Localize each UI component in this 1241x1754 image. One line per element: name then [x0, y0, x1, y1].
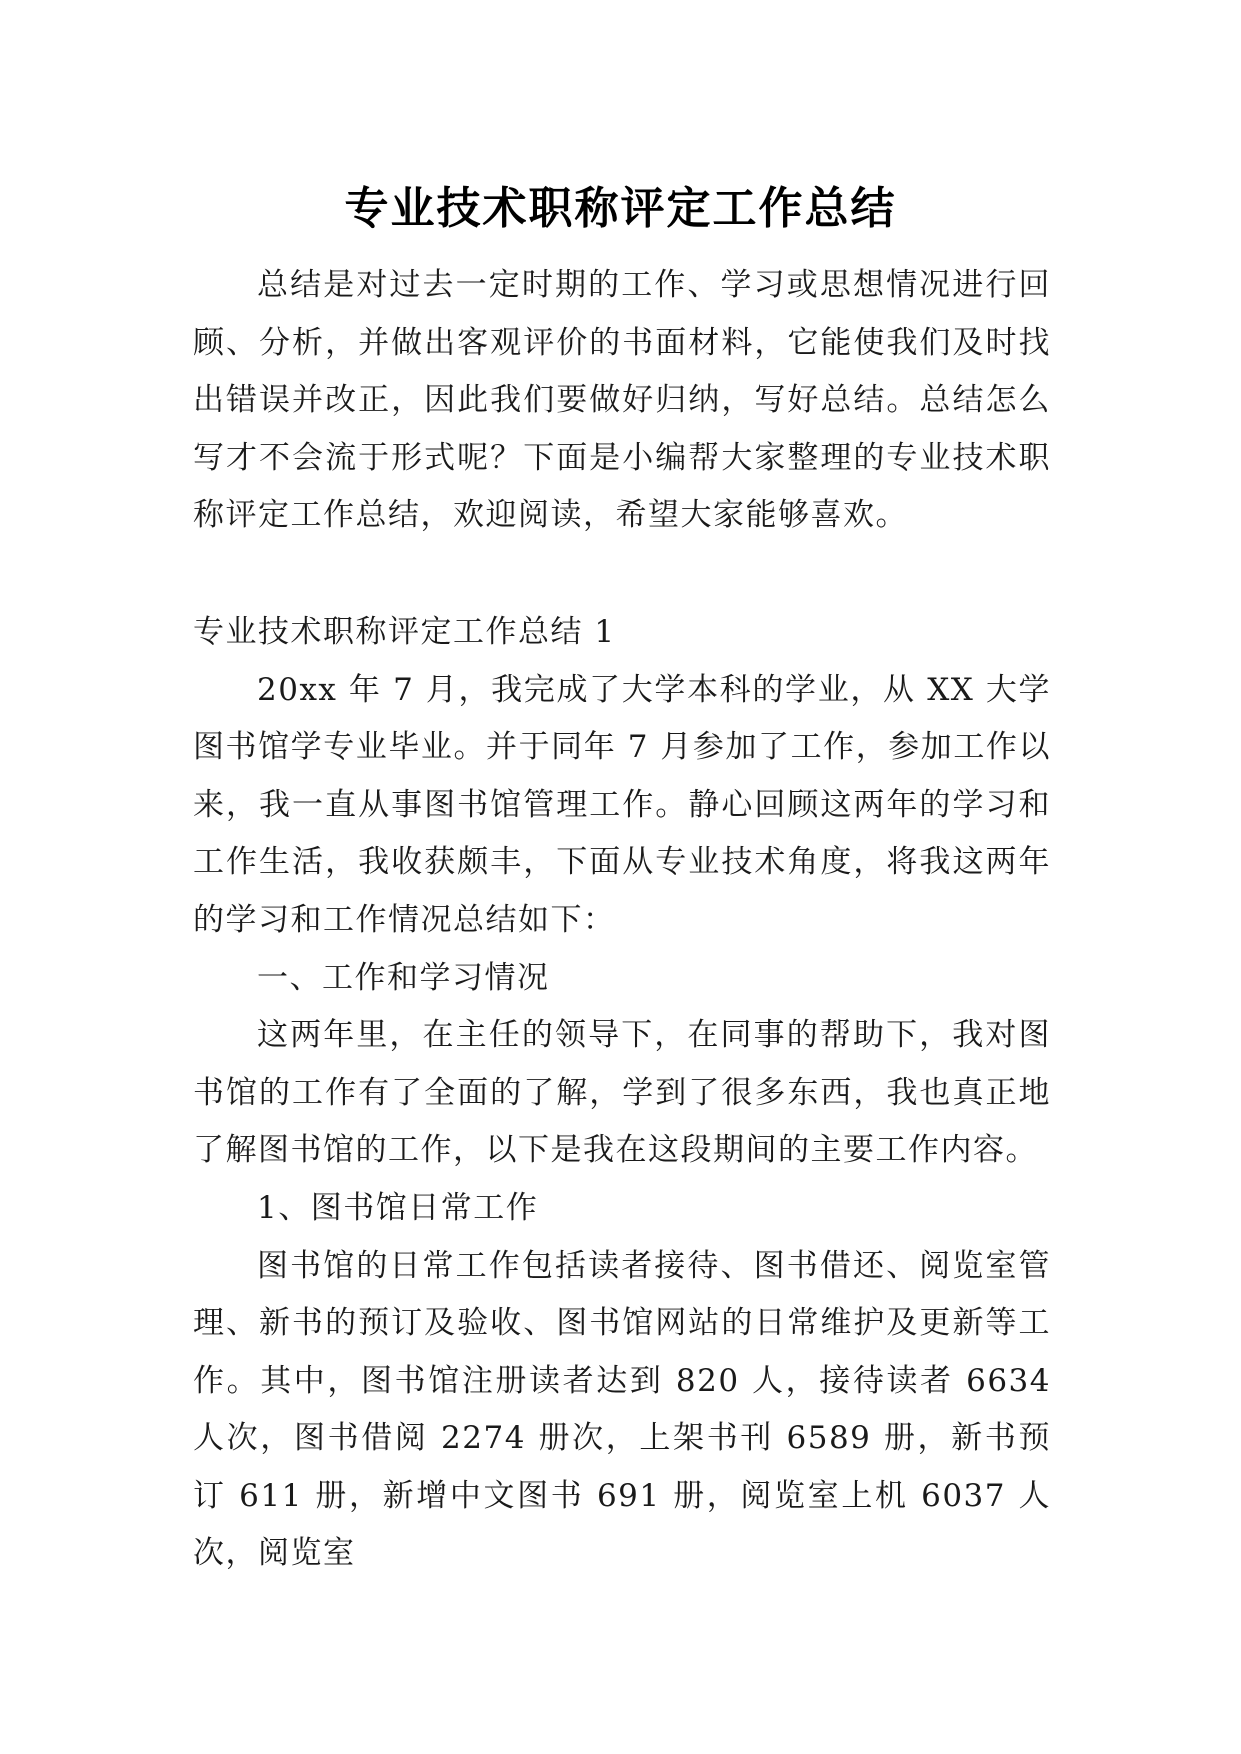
paragraph-gap: [193, 545, 1051, 604]
body-paragraph-2: 这两年里，在主任的领导下，在同事的帮助下，我对图书馆的工作有了全面的了解，学到了很多东西，我也真正地了解图书馆的工作，以下是我在这段期间的主要工作内容。: [193, 1017, 1051, 1169]
heading-work-study: 一、工作和学习情况: [257, 959, 550, 996]
document-body: [193, 257, 1051, 1583]
intro-paragraph: 总结是对过去一定时期的工作、学习或思想情况进行回顾、分析，并做出客观评价的书面材料，它能使我们及时找出错误并改正，因此我们要做好归纳，写好总结。总结怎么写才不会流于形式呢？下面是小编帮大家整理的专业技术职称评定工作总结，欢迎阅读，希望大家能够喜欢。: [193, 267, 1051, 534]
section-title: 专业技术职称评定工作总结 1: [193, 613, 616, 650]
document-title: 专业技术职称评定工作总结: [344, 183, 897, 235]
body-paragraph-3: 图书馆的日常工作包括读者接待、图书借还、阅览室管理、新书的预订及验收、图书馆网站的日常维护及更新等工作。其中，图书馆注册读者达到 820 人，接待读者 6634 人次，图书借阅 2274 册次，上架书刊 6589 册，新书预订 611 册，新增中文图书 691 册，阅览室上机 6037 人次，阅览室: [193, 1247, 1051, 1572]
heading-library-daily-work: 1、图书馆日常工作: [257, 1189, 539, 1226]
body-paragraph-1: 20xx 年 7 月，我完成了大学本科的学业，从 XX 大学图书馆学专业毕业。并于同年 7 月参加了工作，参加工作以来，我一直从事图书馆管理工作。静心回顾这两年的学习和工作生活，我收获颇丰，下面从专业技术角度，将我这两年的学习和工作情况总结如下：: [193, 671, 1051, 938]
